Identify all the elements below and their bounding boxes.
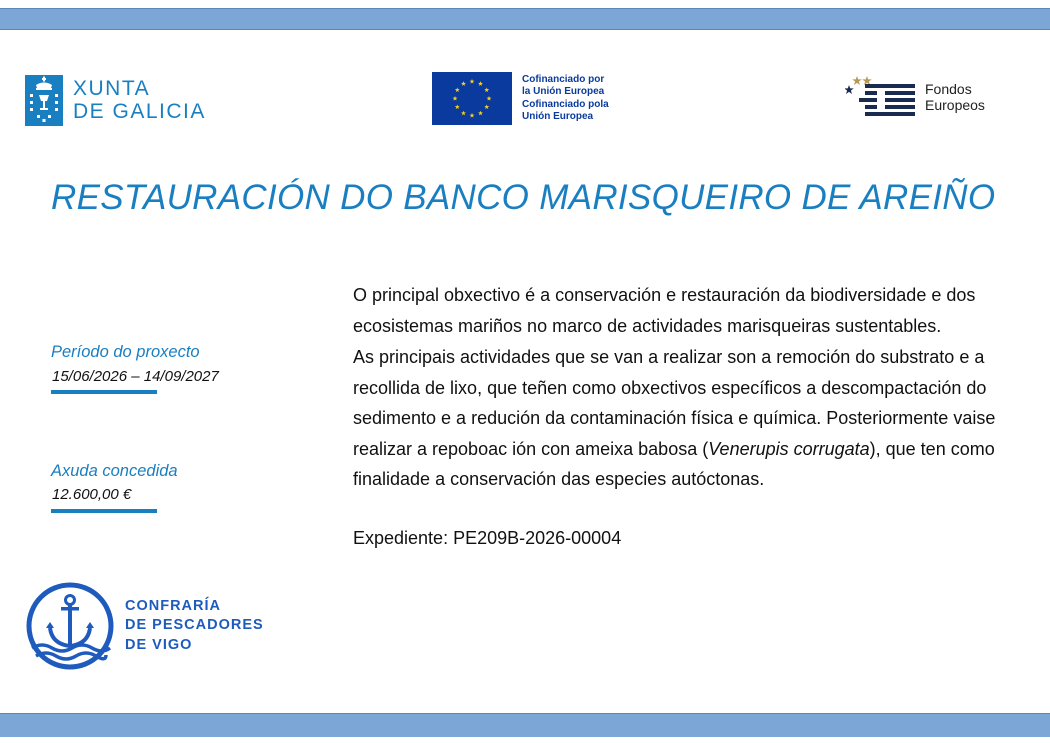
eu-cofinanced-logo [432, 72, 609, 125]
eu-line-3: Cofinanciado pola [522, 98, 609, 110]
confraria-pescadores-vigo-logo [26, 582, 264, 670]
bottom-band [0, 713, 1050, 737]
fondos-europeos-logo [845, 76, 985, 118]
eu-flag-icon [432, 72, 512, 125]
galicia-coat-of-arms-icon [25, 75, 63, 126]
fondos-europeos-flag-icon [845, 76, 917, 118]
species-name: Venerupis corrugata [708, 438, 870, 459]
expediente-number: Expediente: PE209B-2026-00004 [353, 528, 622, 548]
confraria-line-2: DE PESCADORES [125, 617, 264, 634]
fondos-line-1: Fondos [925, 81, 972, 97]
description-paragraph-1: O principal obxectivo é a conservación e restauración da biodiversidade e dos ecosistemas mariños no marco de actividades marisqueiras sustentables. [353, 285, 976, 336]
eu-line-2: la Unión Europea [522, 86, 605, 97]
anchor-icon [26, 582, 114, 670]
aid-value: 12.600,00 € [52, 486, 132, 503]
period-value: 15/06/2026 – 14/09/2027 [52, 368, 219, 385]
confraria-line-3: DE VIGO [125, 636, 193, 653]
eu-line-1: Cofinanciado por [522, 73, 605, 85]
period-label: Período do proxecto [51, 343, 200, 361]
confraria-line-1: CONFRARÍA [125, 597, 221, 614]
description-paragraph-2 [353, 342, 1003, 495]
xunta-de-galicia-logo [25, 74, 206, 126]
eu-line-4: Unión Europea [522, 111, 594, 122]
aid-label: Axuda concedida [51, 462, 178, 480]
xunta-line-1: XUNTA [73, 77, 151, 100]
top-band [0, 8, 1050, 30]
fondos-line-2: Europeos [925, 97, 985, 113]
period-underline [51, 390, 157, 394]
aid-underline [51, 509, 157, 513]
project-description [353, 280, 1003, 495]
project-title: RESTAURACIÓN DO BANCO MARISQUEIRO DE AREIÑO [51, 178, 996, 217]
paragraph-2-start: As principais actividades que se van a realizar son a remoción do substrato e a recollida de lixo, que teñen como obxectivos específicos a descompactación do sedimento e a redución da contaminación física e química. Posteriormente vaise realizar a repoboac ión con ameixa babosa ( [353, 347, 996, 459]
paragraph-2-end: ), que ten como finalidade a conservación das especies autóctonas. [353, 438, 995, 489]
xunta-line-2: DE GALICIA [73, 100, 206, 123]
